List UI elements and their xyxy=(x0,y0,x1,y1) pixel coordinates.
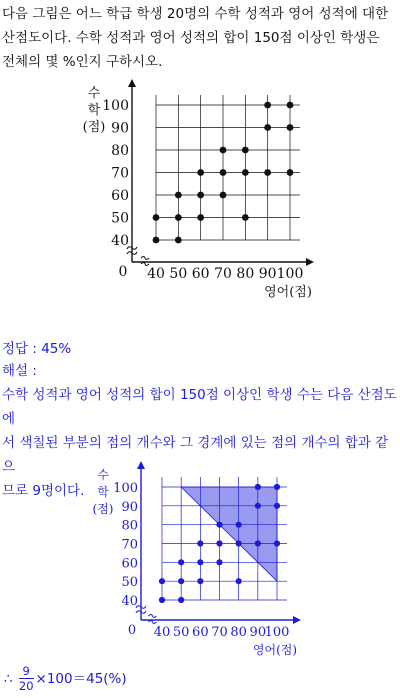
data-point xyxy=(287,124,294,131)
x-axis-label: 영어(점) xyxy=(252,643,298,657)
data-point xyxy=(153,237,160,244)
explanation-line: 수학 성적과 영어 성적의 합이 150점 이상인 학생 수는 다음 산점도에 xyxy=(2,387,397,427)
y-tick-label: 50 xyxy=(121,575,138,591)
fraction-numerator: 9 xyxy=(19,664,34,679)
question-line: 전체의 몇 %인지 구하시오. xyxy=(2,54,163,70)
x-tick-label: 100 xyxy=(264,625,290,640)
y-tick-label: 90 xyxy=(121,499,138,515)
explanation-line: 서 색칠된 부분의 점의 개수와 그 경계에 있는 점의 개수의 합과 같으 xyxy=(2,435,389,475)
y-tick-label: 60 xyxy=(121,556,138,572)
question-line: 산점도이다. 수학 성적과 영어 성적의 합이 150점 이상인 학생은 xyxy=(2,30,380,46)
data-point xyxy=(264,124,271,131)
y-axis-label: 학 xyxy=(87,103,101,118)
x-tick-label: 70 xyxy=(214,266,232,282)
y-tick-label: 40 xyxy=(111,233,129,249)
data-point xyxy=(287,102,294,109)
origin-label: 0 xyxy=(118,264,128,280)
x-tick-label: 70 xyxy=(211,625,228,640)
data-point xyxy=(264,102,271,109)
data-point xyxy=(159,597,165,603)
y-axis-label: 수 xyxy=(87,86,101,101)
question-text xyxy=(2,2,398,74)
data-point xyxy=(178,597,184,603)
data-point xyxy=(274,503,280,509)
y-tick-label: 70 xyxy=(121,537,138,553)
data-point xyxy=(220,192,227,199)
data-point xyxy=(197,169,204,176)
data-point xyxy=(197,192,204,199)
x-tick-label: 80 xyxy=(236,266,255,282)
x-tick-label: 60 xyxy=(191,266,210,282)
data-point xyxy=(255,540,261,546)
explanation-line: 므로 9명이다. xyxy=(2,483,85,499)
data-point xyxy=(197,578,203,584)
fraction xyxy=(19,664,34,694)
y-tick-label: 90 xyxy=(111,120,129,137)
data-point xyxy=(236,578,242,584)
data-point xyxy=(242,169,249,176)
y-tick-label: 80 xyxy=(111,143,129,159)
y-tick-label: 60 xyxy=(111,188,129,204)
data-point xyxy=(216,540,222,546)
x-axis-arrow xyxy=(293,616,301,624)
y-axis-label: 학 xyxy=(97,485,109,499)
y-axis-arrow xyxy=(128,79,136,87)
y-axis-label: (점) xyxy=(92,502,114,516)
y-tick-label: 70 xyxy=(111,165,129,182)
x-tick-label: 40 xyxy=(147,266,165,282)
y-tick-label: 100 xyxy=(102,98,129,114)
x-axis-break xyxy=(149,615,157,624)
data-point xyxy=(255,503,261,509)
data-point xyxy=(220,147,227,154)
data-point xyxy=(178,559,184,565)
data-point xyxy=(197,214,204,221)
y-axis-label: 수 xyxy=(97,468,109,482)
y-axis-break xyxy=(127,247,137,255)
data-point xyxy=(264,169,271,176)
x-tick-label: 60 xyxy=(192,625,209,640)
y-axis-break xyxy=(136,606,146,614)
y-tick-label: 80 xyxy=(121,518,138,534)
data-point xyxy=(175,214,182,221)
x-tick-label: 50 xyxy=(172,625,190,640)
x-tick-label: 100 xyxy=(276,266,304,282)
x-axis-label: 영어(점) xyxy=(264,285,312,300)
data-point xyxy=(287,169,294,176)
fraction-denominator: 20 xyxy=(18,679,34,693)
data-point xyxy=(216,559,222,565)
data-point xyxy=(236,540,242,546)
x-tick-label: 90 xyxy=(249,625,267,640)
x-tick-label: 50 xyxy=(169,266,188,282)
therefore-symbol: ∴ xyxy=(4,671,13,687)
explanation-text xyxy=(2,383,398,503)
calculation-result: ×100＝45(%) xyxy=(35,671,127,687)
data-point xyxy=(242,214,249,221)
y-tick-label: 50 xyxy=(111,210,129,227)
data-point xyxy=(236,522,242,528)
data-point xyxy=(175,192,182,199)
data-point xyxy=(178,578,184,584)
answer-line xyxy=(2,338,71,360)
data-point xyxy=(175,237,182,244)
x-tick-label: 40 xyxy=(153,625,171,640)
explanation-label: 해설 : xyxy=(2,363,37,379)
y-tick-label: 100 xyxy=(113,481,138,496)
data-point xyxy=(220,169,227,176)
x-axis-break xyxy=(141,257,149,266)
data-point xyxy=(242,147,249,154)
data-point xyxy=(197,540,203,546)
data-point xyxy=(216,522,222,528)
data-point xyxy=(274,540,280,546)
final-calculation xyxy=(4,664,127,694)
y-axis-label: (점) xyxy=(82,120,106,135)
x-axis-arrow xyxy=(306,258,314,266)
y-tick-label: 40 xyxy=(121,594,138,609)
answer-value: 45% xyxy=(41,341,72,357)
data-point xyxy=(159,578,165,584)
origin-label: 0 xyxy=(127,623,137,638)
x-tick-label: 90 xyxy=(258,266,277,282)
question-line: 다음 그림은 어느 학급 학생 20명의 수학 성적과 영어 성적에 대한 xyxy=(2,6,389,22)
data-point xyxy=(197,559,203,565)
x-tick-label: 80 xyxy=(230,625,247,640)
data-point xyxy=(153,214,160,221)
answer-label: 정답 : xyxy=(2,341,42,357)
